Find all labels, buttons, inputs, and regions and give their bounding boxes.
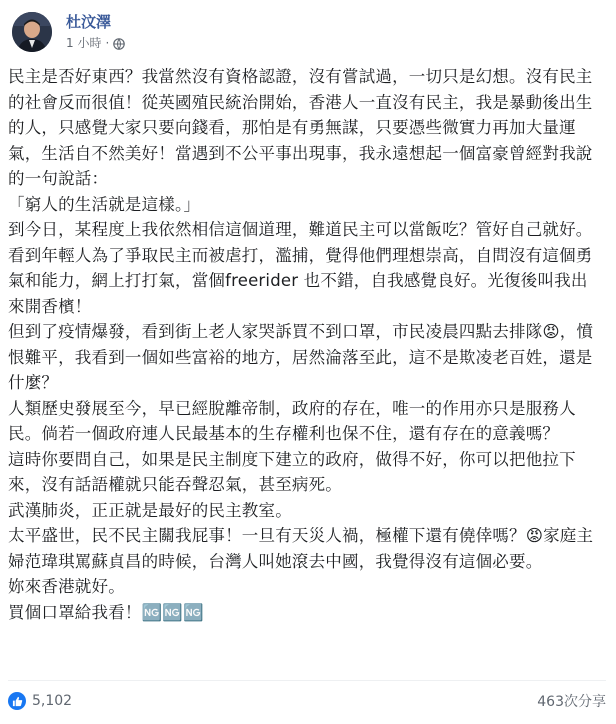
post-paragraph: 太平盛世，民不民主關我屁事！一旦有天災人禍，極權下還有僥倖嗎？😡家庭主婦范瑋琪罵蘇貞昌的時候，台灣人叫她滾去中國，我覺得沒有這個必要。 [8,526,594,571]
post-paragraph: 民主是否好東西？我當然沒有資格認證，沒有嘗試過，一切只是幻想。沒有民主的社會反而很值！從英國殖民統治開始，香港人一直沒有民主，我是暴動後出生的人，只感覺大家只要向錢看，那怕是有勇無謀，只要憑些微實力再加大量運氣，生活自不然美好！當遇到不公平事出現事，我永遠想起一個富豪曾經對我說的一句說話： [8,67,593,188]
author-name[interactable]: 杜汶澤 [66,13,112,31]
post-timestamp[interactable]: 1 小時 [66,36,102,50]
reaction-count: 5,102 [32,693,73,709]
share-count[interactable]: 463次分享 [537,694,606,710]
post-paragraph: 到今日，某程度上我依然相信這個道理，難道民主可以當飯吃？管好自己就好。 [8,220,593,239]
post-paragraph: 妳來香港就好。 [8,577,125,596]
separator-dot: · [105,36,110,50]
post-footer [8,680,606,715]
post-paragraph: 但到了疫情爆發，看到街上老人家哭訴買不到口罩，市民凌晨四點去排隊😡，憤恨難平，我看到一個如些富裕的地方，居然淪落至此，這不是欺凌老百姓，還是什麼？ [8,322,594,392]
avatar-image [12,12,52,52]
post-paragraph: 這時你要問自己，如果是民主制度下建立的政府，做得不好，你可以把他拉下來，沒有話語權就只能吞聲忍氣，甚至病死。 [8,449,576,494]
post-paragraph: 買個口罩給我看！🆖🆖🆖 [8,602,204,622]
post-body [8,64,604,625]
post-paragraph: 「窮人的生活就是這樣。」 [8,194,201,214]
post-paragraph: 看到年輕人為了爭取民主而被虐打，濫捕，覺得他們理想崇高，自問沒有這個勇氣和能力，網上打打氣，當個freerider 也不錯，自我感覺良好。光復後叫我出來開香檳！ [8,245,593,316]
avatar[interactable] [12,12,52,52]
post-header [12,8,125,56]
post-paragraph: 武漢肺炎，正正就是最好的民主教室。 [8,500,292,520]
globe-icon [113,37,125,49]
post-paragraph: 人類歷史發展至今，早已經脫離帝制，政府的存在，唯一的作用亦只是服務人民。倘若一個政府連人民最基本的生存權利也保不住，還有存在的意義嗎？ [8,398,576,443]
reactions-summary[interactable] [8,692,72,710]
like-icon [8,692,26,710]
